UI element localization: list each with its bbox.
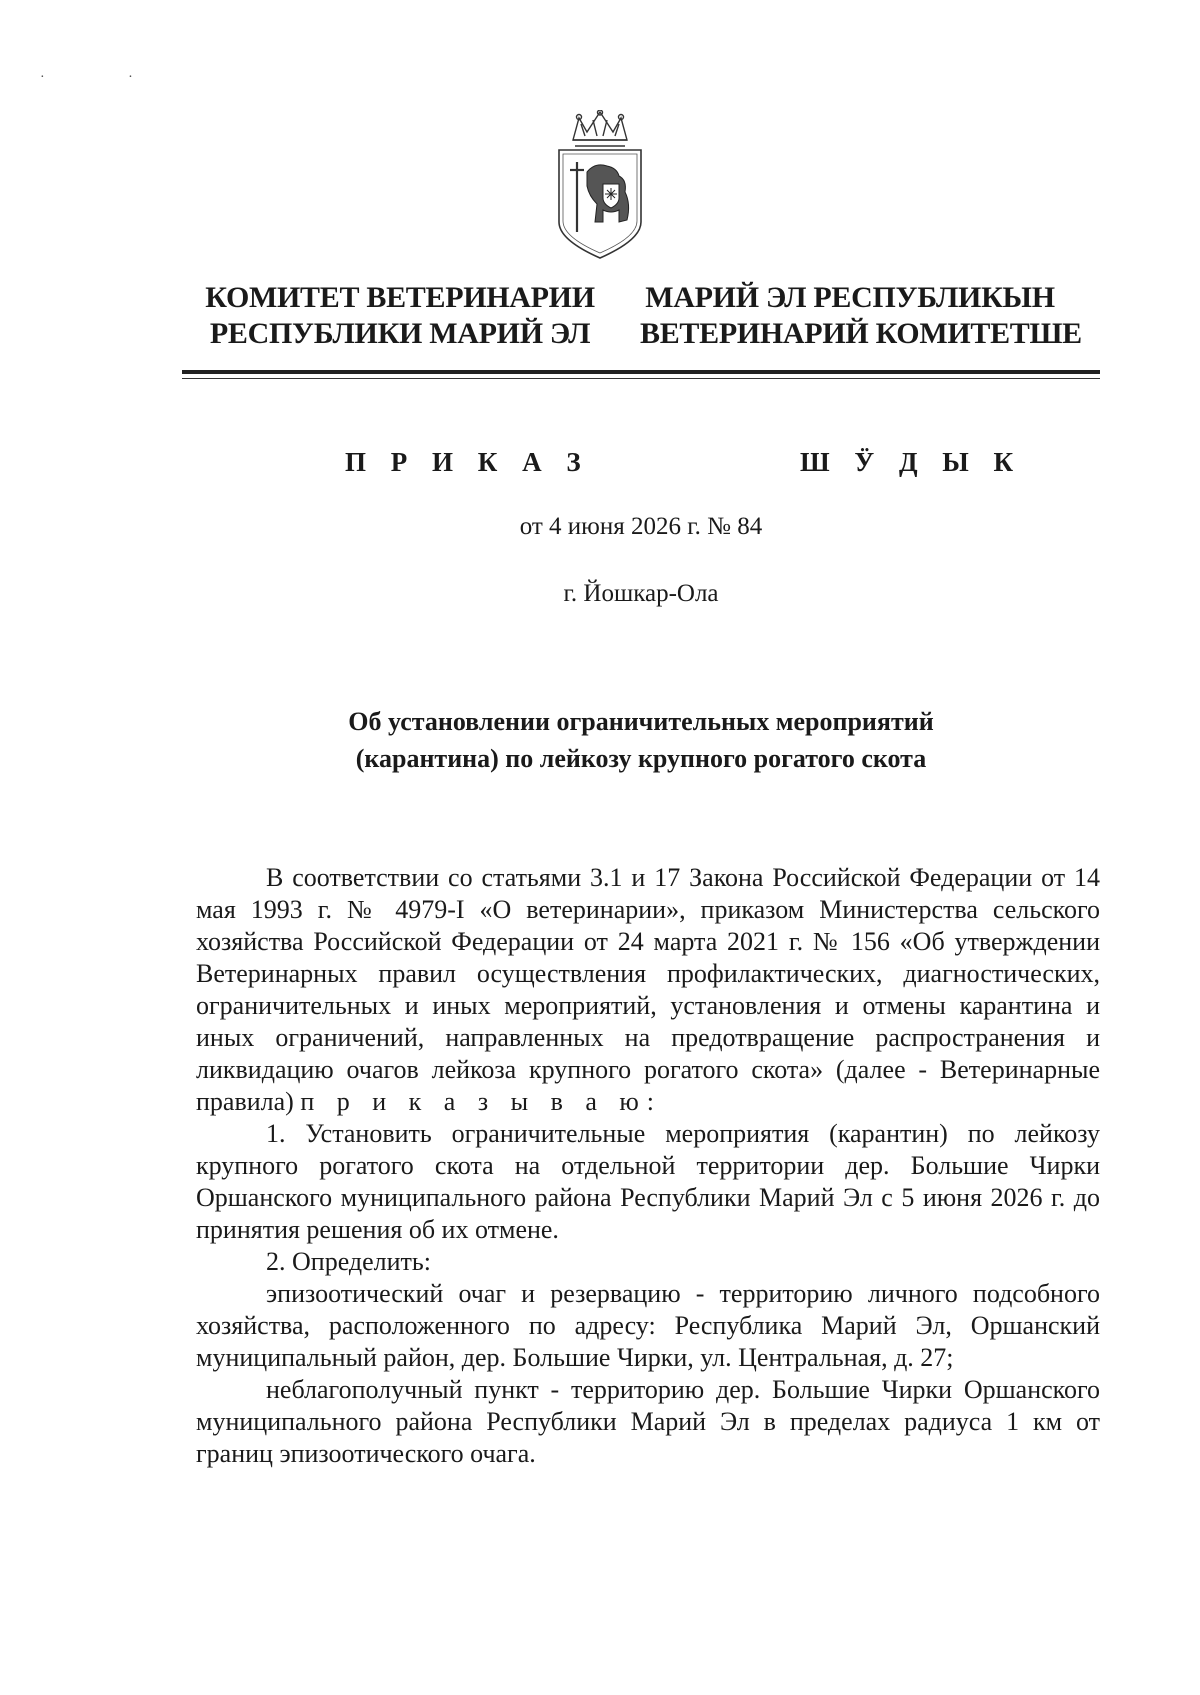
item-2-paragraph: 2. Определить: [266, 1247, 431, 1276]
order-word-russian: П Р И К А З [345, 447, 590, 477]
scan-specks: · · [40, 70, 173, 85]
title-line-2: (карантина) по лейкозу крупного рогатого скота [355, 744, 927, 773]
org-ru-line-1: КОМИТЕТ ВЕТЕРИНАРИИ [205, 281, 595, 314]
item-2b-paragraph: неблагополучный пункт - территорию дер. Большие Чирки Оршанского муниципального района Республики Марий Эл в пределах радиуса 1 км от границ эпизоотического очага. [196, 1375, 1100, 1468]
org-name-russian [200, 280, 600, 352]
org-name-mari [640, 280, 1082, 352]
header-divider-thick [182, 370, 1100, 374]
org-mhr-line-2: ВЕТЕРИНАРИЙ КОМИТЕТШЕ [640, 317, 1082, 350]
org-mhr-line-1: МАРИЙ ЭЛ РЕСПУБЛИКЫН [645, 281, 1055, 314]
prikazyvayu-word: п р и к а з ы в а ю: [300, 1087, 663, 1116]
order-date-number: от 4 июня 2026 г. № 84 [519, 513, 763, 540]
header-divider-thin [182, 378, 1100, 379]
order-word-mari: Ш Ӱ Д Ы К [800, 447, 1023, 477]
preamble-paragraph [196, 862, 1100, 1118]
org-ru-line-2: РЕСПУБЛИКИ МАРИЙ ЭЛ [209, 317, 591, 350]
coat-of-arms-emblem [553, 110, 647, 260]
item-1-paragraph: 1. Установить ограничительные мероприятия (карантин) по лейкозу крупного рогатого скота на отдельной территории дер. Большие Чирки Оршанского муниципального района Республики Марий Эл с 5 июня 2026 г. до принятия решения об их отмене. [196, 1119, 1100, 1244]
item-2a-paragraph: эпизоотический очаг и резервацию - территорию личного подсобного хозяйства, расположенного по адресу: Республика Марий Эл, Оршанский муниципальный район, дер. Большие Чирки, ул. Центральная, д. 27; [196, 1279, 1100, 1372]
title-line-1: Об установлении ограничительных мероприятий [348, 707, 934, 736]
document-body [196, 862, 1100, 1470]
order-city: г. Йошкар-Ола [563, 580, 719, 607]
preamble-text: В соответствии со статьями 3.1 и 17 Закона Российской Федерации от 14 мая 1993 г. № 4979-I «О ветеринарии», приказом Министерства сельского хозяйства Российской Федерации от 24 марта 2021 г. № 156 «Об утверждении Ветеринарных правил осуществления профилактических, диагностических, ограничительных и иных мероприятий, установления и отмены карантина и иных ограничений, направленных на предотвращение распространения и ликвидацию очагов лейкоза крупного рогатого скота» (далее - Ветеринарные правила) [196, 863, 1100, 1116]
document-title [182, 703, 1100, 777]
